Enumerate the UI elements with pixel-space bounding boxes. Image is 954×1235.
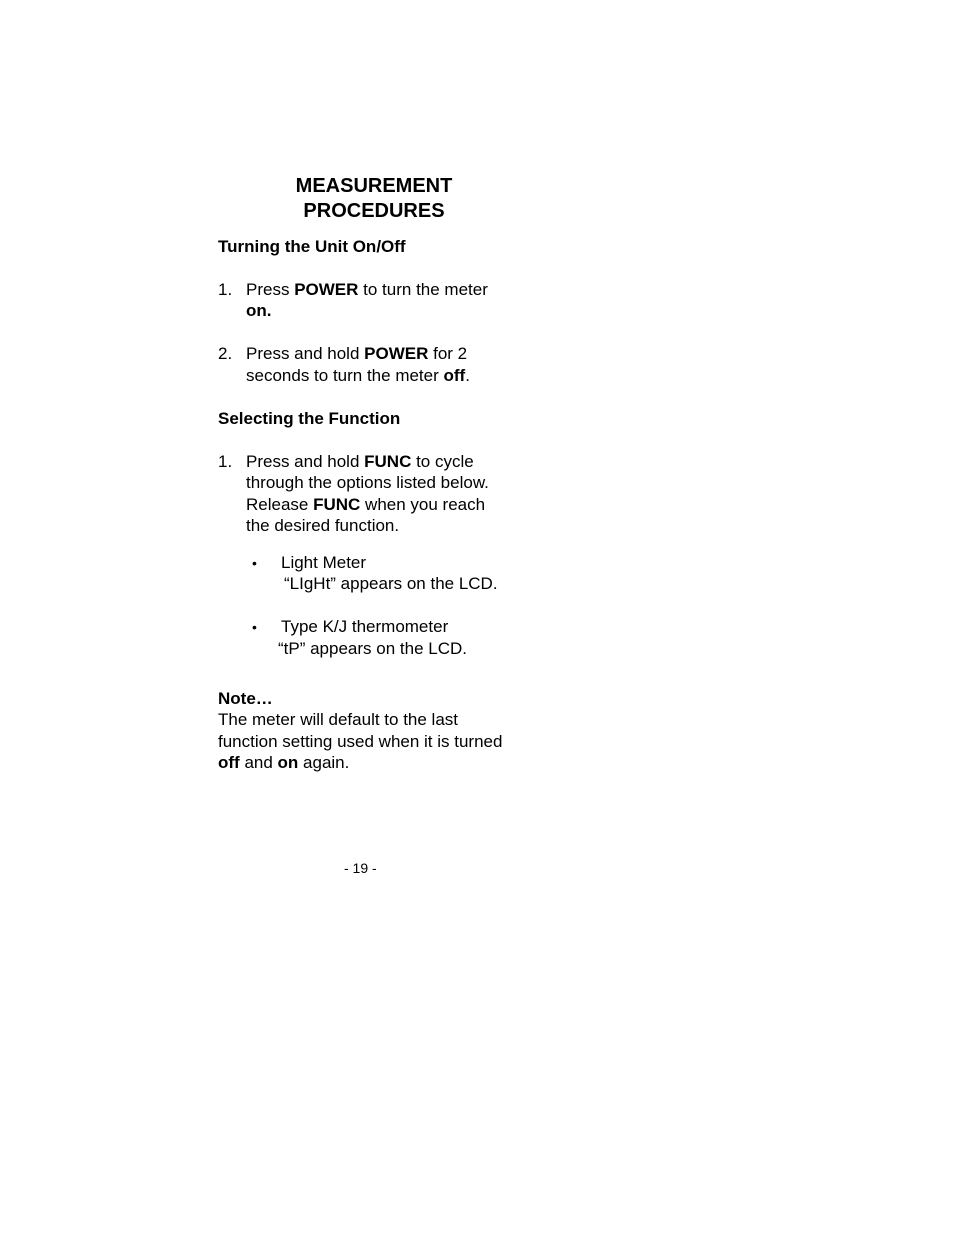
bullet-light-meter-label: Light Meter (281, 553, 367, 572)
note-line1: The meter will default to the last (218, 710, 459, 729)
section-heading-power: Turning the Unit On/Off (218, 237, 406, 256)
note-line3 (218, 752, 349, 773)
page-title-line2: PROCEDURES (303, 200, 445, 222)
note-text: again. (298, 753, 350, 772)
step-text: Press and hold (246, 344, 365, 363)
func-step-line4: the desired function. (246, 516, 400, 535)
step-text: when you reach (360, 495, 486, 514)
power-on-step-line2: on. (246, 301, 272, 320)
on-label: on (277, 753, 299, 772)
power-off-step-line2 (246, 365, 470, 386)
step-text: Press (246, 280, 295, 299)
step-text: Release (246, 495, 314, 514)
step-text: for 2 (428, 344, 468, 363)
step-number: 2. (218, 344, 233, 363)
func-step-line2: through the options listed below. (246, 473, 489, 492)
power-key-label: POWER (364, 344, 429, 363)
step-number: 1. (218, 280, 233, 299)
step-text: seconds to turn the meter (246, 366, 444, 385)
note-line2: function setting used when it is turned (218, 732, 503, 751)
bullet-thermometer-label: Type K/J thermometer (281, 617, 449, 636)
note-heading: Note… (218, 689, 273, 708)
step-text: to cycle (411, 452, 474, 471)
note-text: and (239, 753, 278, 772)
step-text: . (465, 366, 470, 385)
func-step-line1 (246, 451, 474, 472)
step-text: to turn the meter (358, 280, 488, 299)
func-key-label: FUNC (364, 452, 412, 471)
off-label: off (443, 366, 466, 385)
step-text: Press and hold (246, 452, 365, 471)
power-off-step-line1 (246, 343, 467, 364)
func-step-line3 (246, 494, 485, 515)
bullet-thermometer-detail: “tP” appears on the LCD. (278, 639, 467, 658)
func-key-label: FUNC (313, 495, 361, 514)
bullet-light-meter-detail: “LIgHt” appears on the LCD. (284, 574, 498, 593)
step-number: 1. (218, 452, 233, 471)
off-label: off (218, 753, 240, 772)
bullet-icon: • (252, 619, 257, 635)
power-key-label: POWER (294, 280, 359, 299)
bullet-icon: • (252, 555, 257, 571)
page-title-line1: MEASUREMENT (295, 175, 453, 197)
power-on-step-line1 (246, 279, 488, 300)
page-number: - 19 - (344, 860, 377, 876)
section-heading-function: Selecting the Function (218, 409, 401, 428)
